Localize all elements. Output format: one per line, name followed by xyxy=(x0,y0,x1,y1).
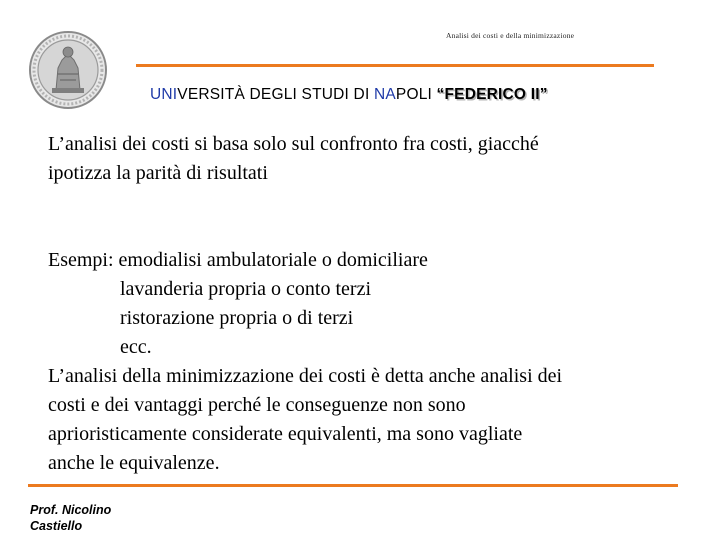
university-name-part: “FEDERICO II” xyxy=(436,86,548,103)
body-line: costi e dei vantaggi perché le conseguenze non sono xyxy=(48,394,466,416)
body-line: L’analisi della minimizzazione dei costi è detta anche analisi dei xyxy=(48,365,563,387)
university-name-part: NA xyxy=(373,86,396,103)
example-item: lavanderia propria o conto terzi xyxy=(120,278,371,300)
body-line: ipotizza la parità di risultati xyxy=(48,162,268,184)
running-title: Analisi dei costi e della minimizzazione xyxy=(446,31,575,40)
body-line: L’analisi dei costi si basa solo sul confronto fra costi, giacché xyxy=(48,133,539,155)
examples-intro: Esempi: emodialisi ambulatoriale o domiciliare xyxy=(48,249,428,271)
example-item: ristorazione propria o di terzi xyxy=(120,307,354,329)
body-line: aprioristicamente considerate equivalenti, ma sono vagliate xyxy=(48,423,523,445)
author-line: Castiello xyxy=(30,519,83,533)
body-line: anche le equivalenze. xyxy=(48,452,220,474)
slide-body xyxy=(48,130,688,478)
top-divider xyxy=(136,64,654,67)
paragraph-gap xyxy=(48,217,688,246)
university-name-part: VERSITÀ DEGLI STUDI DI xyxy=(177,86,374,103)
example-item: ecc. xyxy=(120,336,152,358)
bottom-divider xyxy=(28,484,678,487)
paragraph-gap xyxy=(48,188,688,217)
university-name-part: UNI xyxy=(150,86,178,103)
university-name xyxy=(150,86,548,104)
author-line: Prof. Nicolino xyxy=(30,503,112,517)
university-name-part: POLI xyxy=(395,86,437,103)
author-credit xyxy=(30,502,111,534)
university-seal-icon xyxy=(28,30,108,110)
